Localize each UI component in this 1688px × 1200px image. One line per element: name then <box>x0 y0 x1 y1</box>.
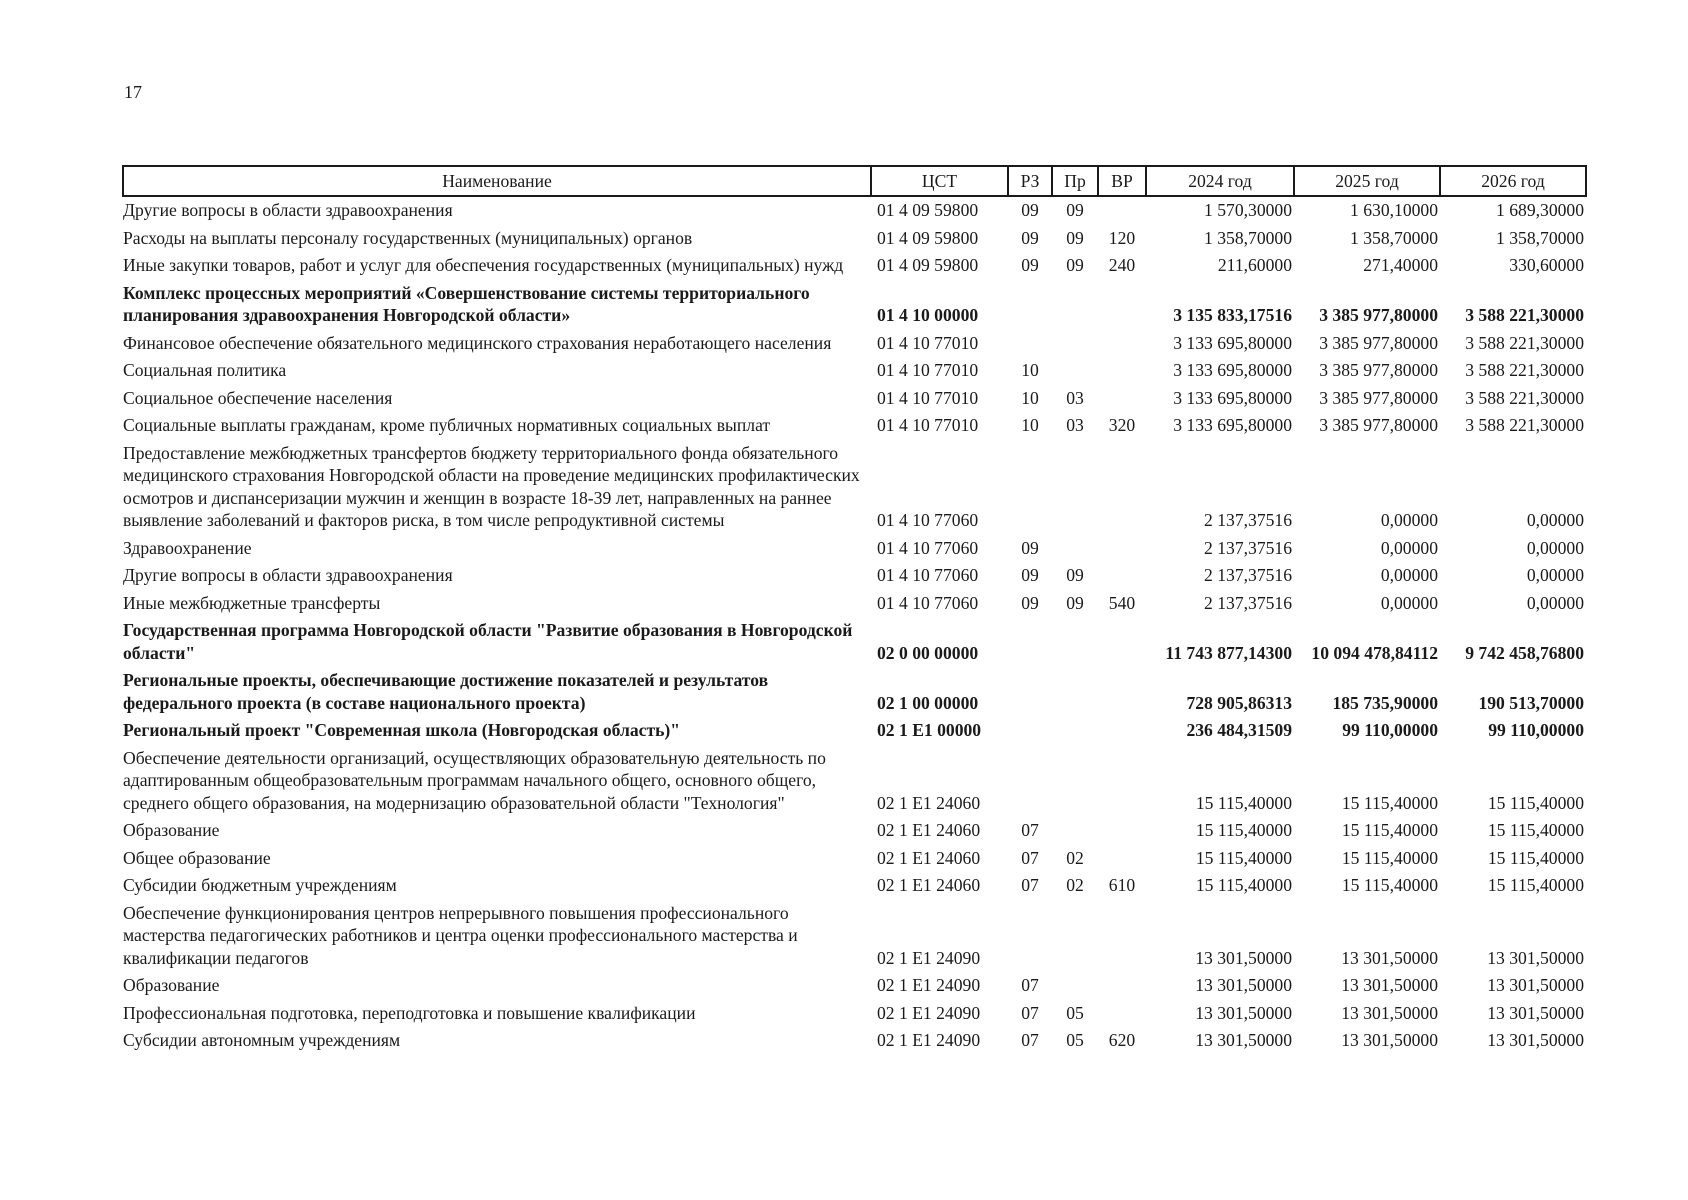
cell-rz: 09 <box>1021 200 1039 220</box>
cell-2026: 13 301,50000 <box>1487 1030 1584 1050</box>
cell-pr <box>1052 717 1098 745</box>
cell-vr <box>1098 440 1146 535</box>
cell-cst: 02 1 E1 24060 <box>877 792 981 813</box>
budget-table-container <box>122 165 1585 1055</box>
cell-pr: 03 <box>1066 387 1084 408</box>
cell-pr <box>1052 440 1098 535</box>
cell-2024: 2 137,37516 <box>1204 565 1292 585</box>
table-body <box>123 196 1586 1055</box>
header-name: Наименование <box>123 166 871 196</box>
cell-cst: 02 1 E1 24060 <box>877 820 981 840</box>
cell-2025: 185 735,90000 <box>1332 692 1438 713</box>
cell-name: Профессиональная подготовка, переподготовка и повышение квалификации <box>123 1002 696 1023</box>
cell-name: Региональные проекты, обеспечивающие достижение показателей и результатов федерального проекта (в составе национального проекта) <box>123 670 769 713</box>
table-row <box>123 667 1586 717</box>
cell-rz: 10 <box>1021 387 1039 408</box>
cell-vr <box>1098 900 1146 973</box>
cell-cst: 01 4 09 59800 <box>877 227 979 248</box>
cell-cst: 02 1 E1 24060 <box>877 875 981 895</box>
cell-cst: 01 4 10 77010 <box>877 387 979 408</box>
table-row <box>123 900 1586 973</box>
cell-name: Иные межбюджетные трансферты <box>123 592 381 613</box>
cell-pr <box>1052 330 1098 358</box>
cell-vr <box>1098 717 1146 745</box>
cell-pr: 02 <box>1066 875 1084 895</box>
table-row <box>123 252 1586 280</box>
cell-2026: 1 358,70000 <box>1496 227 1584 248</box>
cell-2026: 3 588 221,30000 <box>1465 305 1584 325</box>
cell-2024: 11 743 877,14300 <box>1165 642 1292 663</box>
cell-2025: 3 385 977,80000 <box>1319 305 1438 325</box>
cell-pr <box>1052 617 1098 667</box>
cell-rz: 07 <box>1021 1002 1039 1023</box>
cell-name: Здравоохранение <box>123 537 252 558</box>
cell-pr <box>1052 280 1098 330</box>
table-row <box>123 845 1586 873</box>
cell-2026: 3 588 221,30000 <box>1465 387 1584 408</box>
cell-2024: 1 358,70000 <box>1204 227 1292 248</box>
cell-pr: 09 <box>1066 227 1084 248</box>
cell-vr <box>1098 357 1146 385</box>
cell-vr: 610 <box>1108 875 1136 895</box>
cell-pr: 05 <box>1066 1002 1084 1023</box>
cell-vr <box>1098 1000 1146 1028</box>
cell-2025: 1 630,10000 <box>1350 200 1438 220</box>
cell-vr <box>1098 562 1146 590</box>
cell-cst: 02 1 E1 00000 <box>877 720 982 740</box>
table-row <box>123 330 1586 358</box>
cell-rz <box>1008 745 1052 818</box>
cell-vr <box>1098 745 1146 818</box>
table-row <box>123 196 1586 225</box>
header-vr: ВР <box>1098 166 1146 196</box>
cell-name: Социальные выплаты гражданам, кроме публичных нормативных социальных выплат <box>123 415 771 435</box>
cell-2024: 3 133 695,80000 <box>1173 387 1292 408</box>
table-row <box>123 225 1586 253</box>
cell-2026: 99 110,00000 <box>1488 720 1584 740</box>
cell-cst: 01 4 10 77060 <box>877 537 979 558</box>
cell-rz: 07 <box>1021 847 1039 868</box>
cell-2025: 99 110,00000 <box>1342 720 1438 740</box>
cell-pr <box>1052 745 1098 818</box>
cell-2025: 3 385 977,80000 <box>1319 387 1438 408</box>
cell-cst: 02 1 E1 24090 <box>877 1002 981 1023</box>
cell-cst: 01 4 10 77060 <box>877 565 979 585</box>
cell-2025: 15 115,40000 <box>1341 820 1438 840</box>
budget-table <box>122 165 1587 1055</box>
cell-pr: 09 <box>1066 255 1084 275</box>
header-cst: ЦСТ <box>871 166 1008 196</box>
cell-2026: 13 301,50000 <box>1487 947 1584 968</box>
table-header <box>123 166 1586 196</box>
cell-rz: 09 <box>1021 537 1039 558</box>
cell-pr: 09 <box>1066 200 1084 220</box>
cell-2024: 3 133 695,80000 <box>1173 360 1292 380</box>
cell-2026: 15 115,40000 <box>1487 820 1584 840</box>
table-row <box>123 357 1586 385</box>
cell-2025: 15 115,40000 <box>1341 847 1438 868</box>
cell-rz <box>1008 900 1052 973</box>
cell-2025: 13 301,50000 <box>1341 975 1438 995</box>
cell-2024: 2 137,37516 <box>1204 592 1292 613</box>
cell-2025: 15 115,40000 <box>1341 875 1438 895</box>
cell-name: Общее образование <box>123 847 271 868</box>
cell-2026: 15 115,40000 <box>1487 847 1584 868</box>
cell-2024: 1 570,30000 <box>1204 200 1292 220</box>
cell-name: Образование <box>123 820 220 840</box>
cell-2025: 0,00000 <box>1380 565 1438 585</box>
cell-2024: 13 301,50000 <box>1195 1030 1292 1050</box>
cell-2026: 3 588 221,30000 <box>1465 415 1584 435</box>
cell-2025: 13 301,50000 <box>1341 1030 1438 1050</box>
cell-vr <box>1098 535 1146 563</box>
cell-rz: 10 <box>1021 415 1039 435</box>
table-row <box>123 385 1586 413</box>
cell-name: Другие вопросы в области здравоохранения <box>123 565 453 585</box>
cell-2026: 3 588 221,30000 <box>1465 332 1584 353</box>
header-2024: 2024 год <box>1146 166 1294 196</box>
cell-2026: 9 742 458,76800 <box>1465 642 1584 663</box>
cell-cst: 01 4 10 77010 <box>877 332 979 353</box>
cell-cst: 02 1 E1 24090 <box>877 1030 981 1050</box>
cell-name: Финансовое обеспечение обязательного медицинского страхования неработающего населения <box>123 332 832 353</box>
cell-pr <box>1052 667 1098 717</box>
cell-2026: 0,00000 <box>1526 510 1584 530</box>
cell-rz <box>1008 717 1052 745</box>
cell-cst: 02 1 E1 24090 <box>877 975 981 995</box>
cell-name: Другие вопросы в области здравоохранения <box>123 200 453 220</box>
cell-vr: 120 <box>1108 227 1136 248</box>
header-rz: РЗ <box>1008 166 1052 196</box>
page-number: 17 <box>124 82 142 102</box>
cell-pr: 03 <box>1066 415 1084 435</box>
table-row <box>123 872 1586 900</box>
cell-vr <box>1098 972 1146 1000</box>
cell-2024: 211,60000 <box>1217 255 1292 275</box>
cell-rz: 07 <box>1021 875 1039 895</box>
cell-name: Региональный проект "Современная школа (Новгородская область)" <box>123 720 681 740</box>
cell-pr <box>1052 817 1098 845</box>
table-row <box>123 972 1586 1000</box>
table-row <box>123 562 1586 590</box>
cell-name: Субсидии бюджетным учреждениям <box>123 875 397 895</box>
cell-cst: 01 4 09 59800 <box>877 255 979 275</box>
cell-cst: 02 1 E1 24090 <box>877 947 981 968</box>
cell-rz <box>1008 280 1052 330</box>
cell-2024: 15 115,40000 <box>1195 820 1292 840</box>
table-row <box>123 412 1586 440</box>
table-row <box>123 717 1586 745</box>
cell-2026: 3 588 221,30000 <box>1465 360 1584 380</box>
cell-2025: 13 301,50000 <box>1341 1002 1438 1023</box>
cell-name: Расходы на выплаты персоналу государственных (муниципальных) органов <box>123 227 693 248</box>
cell-2025: 0,00000 <box>1380 537 1438 558</box>
cell-2025: 3 385 977,80000 <box>1319 415 1438 435</box>
cell-rz: 07 <box>1021 820 1039 840</box>
cell-rz <box>1008 667 1052 717</box>
cell-2026: 0,00000 <box>1526 592 1584 613</box>
cell-2025: 0,00000 <box>1380 592 1438 613</box>
cell-vr <box>1098 617 1146 667</box>
cell-name: Предоставление межбюджетных трансфертов бюджету территориального фонда обязательного медицинского страхования Новгородской области на проведение медицинских профилактических осмотров и диспансеризации мужчин и женщин в возрасте 18-39 лет, направленных на раннее выявление заболеваний и факторов риска, в том числе репродуктивной системы <box>123 442 860 530</box>
cell-rz: 09 <box>1021 227 1039 248</box>
cell-vr <box>1098 385 1146 413</box>
cell-2024: 728 905,86313 <box>1186 692 1292 713</box>
cell-2024: 3 135 833,17516 <box>1173 305 1292 325</box>
cell-cst: 02 0 00 00000 <box>877 642 979 663</box>
cell-rz: 09 <box>1021 565 1039 585</box>
cell-name: Государственная программа Новгородской области "Развитие образования в Новгородской области" <box>123 620 853 663</box>
cell-pr: 05 <box>1066 1030 1084 1050</box>
table-row <box>123 280 1586 330</box>
cell-rz: 07 <box>1021 975 1039 995</box>
cell-2024: 13 301,50000 <box>1195 1002 1292 1023</box>
cell-pr: 09 <box>1066 565 1084 585</box>
cell-rz <box>1008 330 1052 358</box>
cell-2024: 15 115,40000 <box>1195 875 1292 895</box>
header-2026: 2026 год <box>1440 166 1586 196</box>
cell-vr: 320 <box>1108 415 1136 435</box>
cell-vr <box>1098 667 1146 717</box>
cell-vr <box>1098 330 1146 358</box>
table-row <box>123 535 1586 563</box>
cell-2026: 13 301,50000 <box>1487 975 1584 995</box>
cell-2024: 2 137,37516 <box>1204 510 1292 530</box>
cell-2024: 236 484,31509 <box>1186 720 1292 740</box>
cell-2026: 190 513,70000 <box>1478 692 1584 713</box>
header-row <box>123 166 1586 196</box>
cell-name: Социальная политика <box>123 360 287 380</box>
cell-cst: 02 1 E1 24060 <box>877 847 981 868</box>
cell-2025: 10 094 478,84112 <box>1311 642 1438 663</box>
cell-2024: 2 137,37516 <box>1204 537 1292 558</box>
cell-rz: 10 <box>1021 360 1039 380</box>
cell-2024: 3 133 695,80000 <box>1173 415 1292 435</box>
table-row <box>123 1027 1586 1055</box>
cell-pr <box>1052 535 1098 563</box>
cell-vr <box>1098 817 1146 845</box>
table-row <box>123 590 1586 618</box>
cell-vr <box>1098 280 1146 330</box>
cell-cst: 01 4 10 77060 <box>877 510 979 530</box>
cell-2026: 0,00000 <box>1526 537 1584 558</box>
cell-rz: 07 <box>1021 1030 1039 1050</box>
cell-2025: 1 358,70000 <box>1350 227 1438 248</box>
cell-pr: 09 <box>1066 592 1084 613</box>
cell-name: Иные закупки товаров, работ и услуг для обеспечения государственных (муниципальных) нужд <box>123 255 844 275</box>
cell-name: Комплекс процессных мероприятий «Совершенствование системы территориального планирования здравоохранения Новгородской области» <box>123 282 810 325</box>
cell-vr <box>1098 196 1146 225</box>
cell-2025: 3 385 977,80000 <box>1319 332 1438 353</box>
cell-2026: 0,00000 <box>1526 565 1584 585</box>
cell-pr <box>1052 972 1098 1000</box>
cell-2026: 1 689,30000 <box>1496 200 1584 220</box>
cell-2025: 15 115,40000 <box>1341 792 1438 813</box>
cell-2024: 15 115,40000 <box>1195 792 1292 813</box>
cell-name: Образование <box>123 975 220 995</box>
table-row <box>123 617 1586 667</box>
cell-name: Обеспечение функционирования центров непрерывного повышения профессионального мастерства педагогических работников и центра оценки профессионального мастерства и квалификации педагогов <box>123 902 798 968</box>
table-row <box>123 817 1586 845</box>
header-2025: 2025 год <box>1294 166 1440 196</box>
cell-2024: 15 115,40000 <box>1195 847 1292 868</box>
cell-vr <box>1098 845 1146 873</box>
cell-2025: 271,40000 <box>1363 255 1438 275</box>
cell-name: Социальное обеспечение населения <box>123 387 393 408</box>
cell-2024: 13 301,50000 <box>1195 947 1292 968</box>
cell-vr: 240 <box>1108 255 1136 275</box>
cell-vr: 540 <box>1108 592 1136 613</box>
cell-pr <box>1052 900 1098 973</box>
cell-2025: 13 301,50000 <box>1341 947 1438 968</box>
table-row <box>123 1000 1586 1028</box>
cell-cst: 01 4 10 77010 <box>877 360 979 380</box>
cell-cst: 01 4 10 00000 <box>877 305 979 325</box>
cell-rz <box>1008 617 1052 667</box>
cell-2026: 330,60000 <box>1509 255 1584 275</box>
cell-pr <box>1052 357 1098 385</box>
cell-name: Субсидии автономным учреждениям <box>123 1030 401 1050</box>
cell-cst: 01 4 09 59800 <box>877 200 979 220</box>
cell-cst: 02 1 00 00000 <box>877 692 979 713</box>
cell-2025: 3 385 977,80000 <box>1319 360 1438 380</box>
cell-rz: 09 <box>1021 255 1039 275</box>
cell-2024: 13 301,50000 <box>1195 975 1292 995</box>
cell-name: Обеспечение деятельности организаций, осуществляющих образовательную деятельность по адаптированным общеобразовательным программам начального общего, основного общего, среднего общего образования, на модернизацию образовательной области "Технология" <box>123 747 826 813</box>
table-row <box>123 440 1586 535</box>
cell-pr: 02 <box>1066 847 1084 868</box>
header-pr: Пр <box>1052 166 1098 196</box>
cell-2026: 13 301,50000 <box>1487 1002 1584 1023</box>
cell-vr: 620 <box>1108 1030 1136 1050</box>
cell-rz <box>1008 440 1052 535</box>
cell-cst: 01 4 10 77060 <box>877 592 979 613</box>
cell-2026: 15 115,40000 <box>1487 792 1584 813</box>
table-row <box>123 745 1586 818</box>
cell-2025: 0,00000 <box>1380 510 1438 530</box>
cell-2026: 15 115,40000 <box>1487 875 1584 895</box>
cell-rz: 09 <box>1021 592 1039 613</box>
cell-2024: 3 133 695,80000 <box>1173 332 1292 353</box>
cell-cst: 01 4 10 77010 <box>877 415 979 435</box>
